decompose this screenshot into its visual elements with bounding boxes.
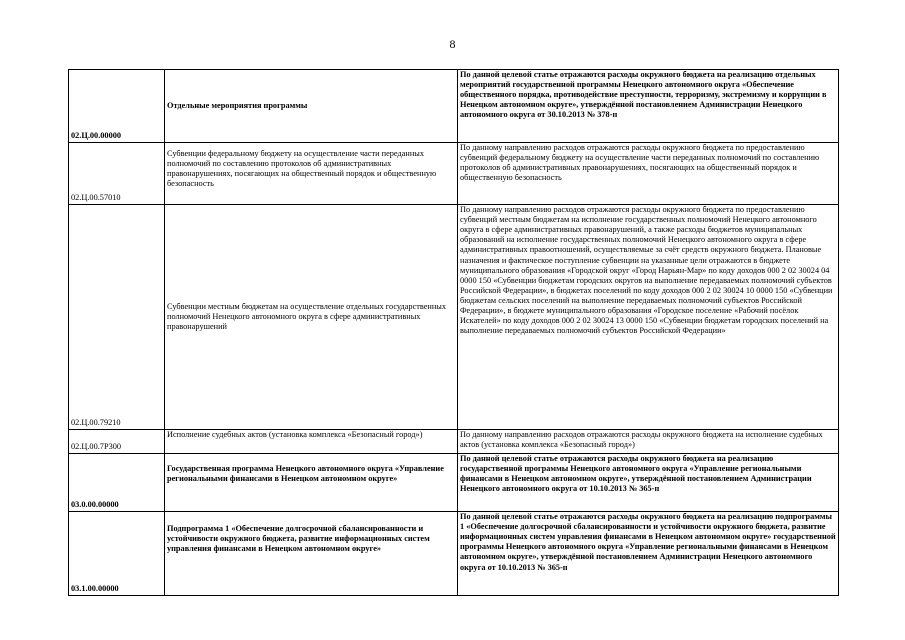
expense-name: Исполнение судебных актов (установка комплекса «Безопасный город») bbox=[165, 430, 458, 454]
table-row bbox=[69, 430, 839, 454]
expense-description: По данной целевой статье отражаются расходы окружного бюджета на реализацию государственной программы Ненецкого автономного округа «Управление региональными финансами в Ненецком автономном округе», утверждённой постановлением Администрации Ненецкого автономного округа от 10.10.2013 № 365-п bbox=[458, 454, 839, 512]
target-code: 03.1.00.00000 bbox=[69, 512, 165, 596]
target-code: 02.Ц.00.79210 bbox=[69, 205, 165, 430]
table-row bbox=[69, 143, 839, 205]
table-row bbox=[69, 454, 839, 512]
expense-name: Субвенции местным бюджетам на осуществление отдельных государственных полномочий Ненецкого автономного округа в сфере административных правонарушений bbox=[165, 205, 458, 430]
expense-name: Отдельные мероприятия программы bbox=[165, 70, 458, 143]
target-code: 03.0.00.00000 bbox=[69, 454, 165, 512]
table-row bbox=[69, 70, 839, 143]
expense-description: По данному направлению расходов отражаются расходы окружного бюджета на исполнение судебных актов (установка комплекса «Безопасный город») bbox=[458, 430, 839, 454]
target-code: 02.Ц.00.00000 bbox=[69, 70, 165, 143]
page-number: 8 bbox=[449, 37, 456, 51]
table-row bbox=[69, 205, 839, 430]
expense-name: Субвенции федеральному бюджету на осуществление части переданных полномочий по составлению протоколов об административных правонарушениях, посягающих на общественный порядок и общественную безопасность bbox=[165, 143, 458, 205]
table-row bbox=[69, 512, 839, 596]
budget-classification-table bbox=[68, 69, 839, 596]
expense-description: По данному направлению расходов отражаются расходы окружного бюджета по предоставлению субвенций местным бюджетам на исполнение государственных полномочий Ненецкого автономного округа в сфере административных правонарушений, а также расходы бюджетов муниципальных образований на исполнение государственных полномочий Ненецкого автономного округа в сфере административных правоотношений, осуществляемые за счёт средств окружного бюджета. Плановые назначения и фактическое поступление субвенции на указанные цели отражаются в бюджете муниципального образования «Городской округ «Город Нарьян-Мар» по коду доходов 000 2 02 30024 04 0000 150 «Субвенции бюджетам городских округов на выполнение передаваемых полномочий субъектов Российской Федерации», в бюджетах поселений по коду доходов 000 2 02 30024 10 0000 150 «Субвенции бюджетам сельских поселений на выполнение передаваемых полномочий субъектов Российской Федерации», в бюджете муниципального образования «Городское поселение «Рабочий посёлок Искателей» по коду доходов 000 2 02 30024 13 0000 150 «Субвенции бюджетам городских поселений на выполнение передаваемых полномочий субъектов Российской Федерации» bbox=[458, 205, 839, 430]
expense-description: По данному направлению расходов отражаются расходы окружного бюджета по предоставлению субвенций федеральному бюджету на осуществление части переданных полномочий по составлению протоколов об административных правонарушениях, посягающих на общественный порядок и общественную безопасность bbox=[458, 143, 839, 205]
target-code: 02.Ц.00.7Р300 bbox=[69, 430, 165, 454]
expense-description: По данной целевой статье отражаются расходы окружного бюджета на реализацию отдельных мероприятий государственной программы Ненецкого автономного округа «Обеспечение общественного порядка, противодействие преступности, терроризму, экстремизму и коррупции в Ненецком автономном округе», утверждённой постановлением Администрации Ненецкого автономного округа от 30.10.2013 № 378-п bbox=[458, 70, 839, 143]
expense-description: По данной целевой статье отражаются расходы окружного бюджета на реализацию подпрограммы 1 «Обеспечение долгосрочной сбалансированности и устойчивости окружного бюджета, развитие информационных систем управления финансами в Ненецком автономном округе» государственной программы Ненецкого автономного округа «Управление региональными финансами в Ненецком автономном округе», утверждённой постановлением Администрации Ненецкого автономного округа от 10.10.2013 № 365-п bbox=[458, 512, 839, 596]
expense-name: Государственная программа Ненецкого автономного округа «Управление региональными финансами в Ненецком автономном округе» bbox=[165, 454, 458, 512]
target-code: 02.Ц.00.57010 bbox=[69, 143, 165, 205]
expense-name: Подпрограмма 1 «Обеспечение долгосрочной сбалансированности и устойчивости окружного бюджета, развитие информационных систем управления финансами в Ненецком автономном округе» bbox=[165, 512, 458, 596]
